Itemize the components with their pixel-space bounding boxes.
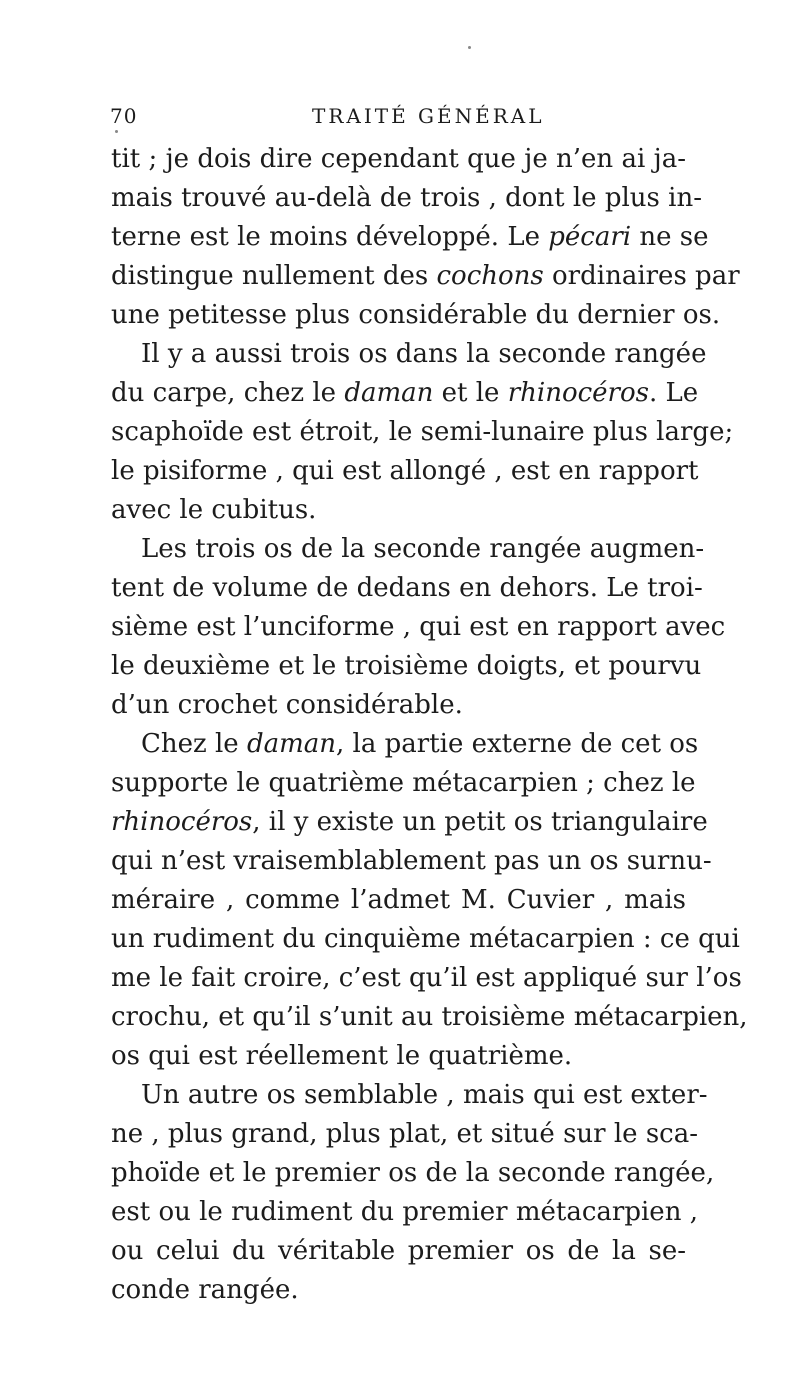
text-span: sième est l’unciforme , qui est en rapport avec [111, 612, 726, 642]
text-line [111, 413, 734, 452]
text-line [111, 530, 705, 569]
page-header [0, 104, 800, 134]
text-line [111, 179, 702, 218]
text-line [111, 1271, 686, 1310]
text-span: , la partie externe de cet os [336, 729, 699, 759]
text-line [111, 1232, 686, 1271]
italic-text: pécari [548, 222, 632, 252]
paragraph [111, 530, 726, 725]
text-line [111, 218, 709, 257]
text-span: terne est le moins développé. Le [111, 222, 549, 252]
text-span: phoïde et le premier os de la seconde rangée, [111, 1158, 715, 1188]
text-span: distingue nullement des [111, 261, 437, 291]
text-span: conde rangée. [111, 1275, 299, 1305]
text-span: ou celui du véritable premier os de la se- [111, 1236, 686, 1266]
text-line [111, 452, 699, 491]
text-line [111, 881, 686, 920]
text-span: méraire , comme l’admet M. Cuvier , mais [111, 885, 686, 915]
text-span: me le fait croire, c’est qu’il est appliqué sur l’os [111, 963, 742, 993]
text-span: os qui est réellement le quatrième. [111, 1041, 573, 1071]
text-span: du carpe, chez le [111, 378, 345, 408]
text-span: ne se [631, 222, 709, 252]
paragraph [111, 725, 748, 1076]
text-span: Un autre os semblable , mais qui est exter- [141, 1080, 708, 1110]
text-span: et le [433, 378, 508, 408]
text-span: . Le [648, 378, 699, 408]
text-span: d’un crochet considérable. [111, 690, 463, 720]
text-line [111, 725, 699, 764]
text-line [111, 959, 742, 998]
paragraph [111, 335, 734, 530]
running-title: TRAITÉ GÉNÉRAL [312, 104, 545, 128]
text-span: une petitesse plus considérable du dernier os. [111, 300, 721, 330]
text-line [111, 608, 726, 647]
text-line [111, 140, 686, 179]
text-line [111, 491, 686, 530]
text-span: tent de volume de dedans en dehors. Le troi- [111, 573, 703, 603]
text-span: avec le cubitus. [111, 495, 317, 525]
text-line [111, 764, 696, 803]
text-span: le pisiforme , qui est allongé , est en rapport [111, 456, 699, 486]
text-span: mais trouvé au-delà de trois , dont le plus in- [111, 183, 702, 213]
text-span: le deuxième et le troisième doigts, et pourvu [111, 651, 702, 681]
text-span: est ou le rudiment du premier métacarpien , [111, 1197, 698, 1227]
text-span: tit ; je dois dire cependant que je n’en ai ja- [111, 144, 686, 174]
text-span: un rudiment du cinquième métacarpien : ce qui [111, 924, 740, 954]
paragraph [111, 1076, 715, 1310]
text-span: ordinaires par [543, 261, 740, 291]
text-span: ne , plus grand, plus plat, et situé sur le sca- [111, 1119, 699, 1149]
text-span: crochu, et qu’il s’unit au troisième métacarpien, [111, 1002, 748, 1032]
text-line [111, 803, 708, 842]
italic-text: rhinocéros [111, 807, 253, 837]
page-number: 70 [110, 104, 138, 128]
text-span: qui n’est vraisemblablement pas un os surnu- [111, 846, 712, 876]
text-line [111, 296, 721, 335]
text-line [111, 842, 712, 881]
italic-text: daman [344, 378, 434, 408]
text-line [111, 335, 707, 374]
text-line [111, 647, 702, 686]
body-text [111, 140, 748, 1310]
text-line [111, 1076, 708, 1115]
text-span: Chez le [141, 729, 247, 759]
paper-speck [115, 130, 118, 133]
text-line [111, 1154, 715, 1193]
text-line [111, 998, 748, 1037]
paper-speck [468, 46, 471, 49]
text-span: , il y existe un petit os triangulaire [252, 807, 708, 837]
text-line [111, 1037, 686, 1076]
text-span: Les trois os de la seconde rangée augmen- [141, 534, 705, 564]
italic-text: daman [246, 729, 337, 759]
paragraph [111, 140, 740, 335]
text-span: scaphoïde est étroit, le semi-lunaire plus large; [111, 417, 734, 447]
text-line [111, 686, 686, 725]
text-line [111, 920, 740, 959]
italic-text: cochons [436, 261, 544, 291]
text-line [111, 1115, 699, 1154]
text-line [111, 374, 699, 413]
text-span: supporte le quatrième métacarpien ; chez le [111, 768, 696, 798]
italic-text: rhinocéros [507, 378, 649, 408]
text-span: Il y a aussi trois os dans la seconde rangée [141, 339, 707, 369]
text-line [111, 257, 740, 296]
text-line [111, 1193, 698, 1232]
text-line [111, 569, 703, 608]
